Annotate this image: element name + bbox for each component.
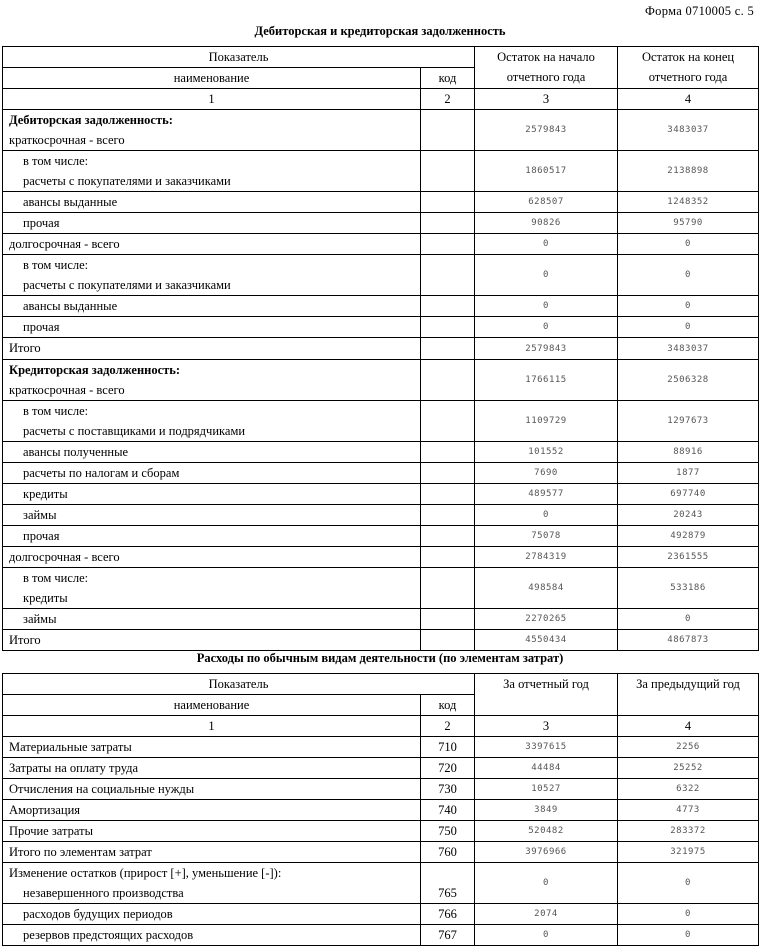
- row-code: [421, 568, 475, 609]
- table-row: [3, 737, 759, 758]
- col-num-4: 4: [618, 89, 759, 110]
- row-label-heading: в том числе:: [23, 571, 89, 585]
- table-row: [3, 800, 759, 821]
- section-title-expenses: Расходы по обычным видам деятельности (по элементам затрат): [196, 651, 564, 665]
- row-label: [3, 192, 421, 213]
- row-label: [3, 904, 421, 925]
- table-row: [3, 526, 759, 547]
- row-value-previous: 283372: [618, 821, 759, 842]
- row-label: долгосрочная - всего: [3, 234, 421, 255]
- row-label: [3, 401, 421, 442]
- row-value-current: 0: [475, 863, 618, 904]
- row-code: [421, 110, 475, 151]
- row-label: [3, 526, 421, 547]
- table-row: [3, 317, 759, 338]
- header-indicator: Показатель: [3, 674, 475, 695]
- row-value-start: 0: [475, 296, 618, 317]
- row-label: Итого: [3, 630, 421, 651]
- row-label: [3, 317, 421, 338]
- row-label-heading: Кредиторская задолженность:: [9, 363, 181, 377]
- table-row: [3, 296, 759, 317]
- header-col4: За предыдущий год: [618, 674, 759, 716]
- table-row: [3, 609, 759, 630]
- row-label-heading: Дебиторская задолженность:: [9, 113, 173, 127]
- row-value-previous: 0: [618, 904, 759, 925]
- row-value-start: 2270265: [475, 609, 618, 630]
- row-code: 765: [421, 863, 475, 904]
- column-number-row: [3, 716, 759, 737]
- row-code: [421, 151, 475, 192]
- table-row: [3, 192, 759, 213]
- row-code: [421, 296, 475, 317]
- row-value-start: 0: [475, 234, 618, 255]
- row-code: 720: [421, 758, 475, 779]
- row-code: [421, 401, 475, 442]
- row-label: [3, 484, 421, 505]
- row-value-end: 2361555: [618, 547, 759, 568]
- row-value-start: 90826: [475, 213, 618, 234]
- expenses-table: [2, 673, 759, 946]
- row-label-sub: расчеты с поставщиками и подрядчиками: [23, 424, 246, 438]
- row-code: [421, 505, 475, 526]
- row-value-current: 10527: [475, 779, 618, 800]
- row-label-sub: расчеты с покупателями и заказчиками: [23, 278, 231, 292]
- header-col4-line1: Остаток на конец: [641, 50, 735, 64]
- row-value-current: 3397615: [475, 737, 618, 758]
- table-row: [3, 505, 759, 526]
- row-label: Итого: [3, 338, 421, 360]
- row-value-end: 95790: [618, 213, 759, 234]
- row-label-sub: расчеты с покупателями и заказчиками: [23, 174, 231, 188]
- row-label-text: займы: [23, 612, 57, 626]
- row-value-end: 2138898: [618, 151, 759, 192]
- row-label-text: расходов будущих периодов: [23, 907, 173, 921]
- table-row: [3, 758, 759, 779]
- row-label-text: авансы выданные: [23, 195, 118, 209]
- row-code: [421, 484, 475, 505]
- row-label-text: прочая: [23, 529, 60, 543]
- header-col3: За отчетный год: [475, 674, 618, 716]
- row-label-text: авансы выданные: [23, 299, 118, 313]
- row-label: [3, 568, 421, 609]
- col-num-1: 1: [3, 716, 421, 737]
- table-row: [3, 110, 759, 151]
- row-value-previous: 2256: [618, 737, 759, 758]
- table-row: [3, 151, 759, 192]
- row-value-previous: 321975: [618, 842, 759, 863]
- row-value-end: 3483037: [618, 338, 759, 360]
- row-value-end: 533186: [618, 568, 759, 609]
- col-num-3: 3: [475, 89, 618, 110]
- row-label: [3, 925, 421, 946]
- row-value-current: 520482: [475, 821, 618, 842]
- form-code: Форма 0710005 с. 5: [644, 4, 754, 18]
- row-code: [421, 630, 475, 651]
- col-num-3: 3: [475, 716, 618, 737]
- row-code: [421, 234, 475, 255]
- row-value-end: 0: [618, 296, 759, 317]
- table-row: [3, 463, 759, 484]
- col-num-4: 4: [618, 716, 759, 737]
- row-value-current: 2074: [475, 904, 618, 925]
- row-value-end: 1297673: [618, 401, 759, 442]
- table-row: [3, 547, 759, 568]
- table-row: [3, 213, 759, 234]
- column-number-row: [3, 89, 759, 110]
- row-code: [421, 526, 475, 547]
- row-value-end: 0: [618, 255, 759, 296]
- row-value-start: 1766115: [475, 360, 618, 401]
- row-label-text: расчеты по налогам и сборам: [23, 466, 180, 480]
- row-label-text: прочая: [23, 216, 60, 230]
- table-row-total: [3, 842, 759, 863]
- row-label: [3, 213, 421, 234]
- row-label: [3, 863, 421, 904]
- row-code: [421, 213, 475, 234]
- row-value-previous: 6322: [618, 779, 759, 800]
- header-col3-line1: Остаток на начало: [497, 50, 595, 64]
- col-num-2: 2: [421, 89, 475, 110]
- row-code: 740: [421, 800, 475, 821]
- row-label-sub: кредиты: [23, 591, 68, 605]
- table-row: [3, 401, 759, 442]
- row-label-heading: в том числе:: [23, 404, 89, 418]
- table-row-total: [3, 630, 759, 651]
- row-code: [421, 360, 475, 401]
- row-label: [3, 463, 421, 484]
- row-code: [421, 192, 475, 213]
- table-row: [3, 568, 759, 609]
- row-value-start: 1109729: [475, 401, 618, 442]
- row-value-end: 1877: [618, 463, 759, 484]
- row-value-start: 7690: [475, 463, 618, 484]
- table-row: [3, 360, 759, 401]
- row-value-previous: 25252: [618, 758, 759, 779]
- row-code: [421, 317, 475, 338]
- header-name: наименование: [3, 695, 421, 716]
- row-value-end: 0: [618, 609, 759, 630]
- row-value-current: 44484: [475, 758, 618, 779]
- row-label: Отчисления на социальные нужды: [3, 779, 421, 800]
- row-label-text: кредиты: [23, 487, 68, 501]
- table-row: [3, 904, 759, 925]
- row-label-text: займы: [23, 508, 57, 522]
- row-value-end: 0: [618, 317, 759, 338]
- row-label-text: авансы полученные: [23, 445, 129, 459]
- header-col4-line2: отчетного года: [648, 70, 728, 84]
- row-code: [421, 442, 475, 463]
- row-value-end: 1248352: [618, 192, 759, 213]
- row-label: [3, 151, 421, 192]
- row-label-text: резервов предстоящих расходов: [23, 928, 194, 942]
- table-row: [3, 484, 759, 505]
- row-label-heading: в том числе:: [23, 258, 89, 272]
- row-label: Материальные затраты: [3, 737, 421, 758]
- row-label: [3, 505, 421, 526]
- header-indicator: Показатель: [3, 47, 475, 68]
- table-row: [3, 779, 759, 800]
- row-code: [421, 338, 475, 360]
- row-label-sub: незавершенного производства: [23, 886, 184, 900]
- header-col4: [618, 47, 759, 89]
- row-value-start: 0: [475, 505, 618, 526]
- row-value-start: 1860517: [475, 151, 618, 192]
- row-label-heading: Изменение остатков (прирост [+], уменьшение [-]):: [9, 866, 282, 880]
- header-col3: [475, 47, 618, 89]
- row-code: 730: [421, 779, 475, 800]
- row-value-end: 20243: [618, 505, 759, 526]
- row-code: [421, 547, 475, 568]
- row-label: [3, 360, 421, 401]
- row-label-text: прочая: [23, 320, 60, 334]
- row-label-sub: краткосрочная - всего: [9, 383, 125, 397]
- row-value-current: 3976966: [475, 842, 618, 863]
- row-code: 760: [421, 842, 475, 863]
- col-num-1: 1: [3, 89, 421, 110]
- table-row-total: [3, 338, 759, 360]
- row-label: [3, 296, 421, 317]
- table-row: [3, 255, 759, 296]
- row-value-start: 489577: [475, 484, 618, 505]
- row-label-sub: краткосрочная - всего: [9, 133, 125, 147]
- row-value-previous: 4773: [618, 800, 759, 821]
- header-col3-line2: отчетного года: [506, 70, 586, 84]
- row-label-heading: в том числе:: [23, 154, 89, 168]
- row-value-start: 628507: [475, 192, 618, 213]
- row-value-start: 498584: [475, 568, 618, 609]
- row-label: [3, 110, 421, 151]
- receivables-payables-table: [2, 46, 759, 651]
- row-value-start: 2579843: [475, 338, 618, 360]
- row-code: 766: [421, 904, 475, 925]
- row-code: [421, 609, 475, 630]
- table-row: [3, 863, 759, 904]
- row-value-end: 492879: [618, 526, 759, 547]
- row-value-previous: 0: [618, 863, 759, 904]
- row-value-start: 0: [475, 317, 618, 338]
- row-code: [421, 463, 475, 484]
- header-name: наименование: [3, 68, 421, 89]
- row-code: 767: [421, 925, 475, 946]
- row-value-current: 3849: [475, 800, 618, 821]
- row-value-end: 2506328: [618, 360, 759, 401]
- row-code: [421, 255, 475, 296]
- col-num-2: 2: [421, 716, 475, 737]
- row-label: [3, 255, 421, 296]
- table-row: [3, 821, 759, 842]
- row-value-end: 3483037: [618, 110, 759, 151]
- header-code: код: [421, 68, 475, 89]
- row-value-start: 2784319: [475, 547, 618, 568]
- row-value-end: 0: [618, 234, 759, 255]
- header-code: код: [421, 695, 475, 716]
- row-label: Итого по элементам затрат: [3, 842, 421, 863]
- row-value-start: 2579843: [475, 110, 618, 151]
- row-value-end: 697740: [618, 484, 759, 505]
- row-value-current: 0: [475, 925, 618, 946]
- table-row: [3, 925, 759, 946]
- table-row: [3, 442, 759, 463]
- row-value-end: 88916: [618, 442, 759, 463]
- row-value-end: 4867873: [618, 630, 759, 651]
- row-code: 710: [421, 737, 475, 758]
- row-value-start: 4550434: [475, 630, 618, 651]
- table-row: [3, 234, 759, 255]
- row-value-previous: 0: [618, 925, 759, 946]
- row-label: [3, 442, 421, 463]
- row-label: Прочие затраты: [3, 821, 421, 842]
- header-row: [3, 674, 759, 695]
- header-row: [3, 47, 759, 68]
- row-code: 750: [421, 821, 475, 842]
- row-label: [3, 609, 421, 630]
- section-title-receivables: Дебиторская и кредиторская задолженность: [254, 24, 506, 38]
- row-value-start: 0: [475, 255, 618, 296]
- row-label: Амортизация: [3, 800, 421, 821]
- row-value-start: 75078: [475, 526, 618, 547]
- row-label: долгосрочная - всего: [3, 547, 421, 568]
- row-value-start: 101552: [475, 442, 618, 463]
- row-label: Затраты на оплату труда: [3, 758, 421, 779]
